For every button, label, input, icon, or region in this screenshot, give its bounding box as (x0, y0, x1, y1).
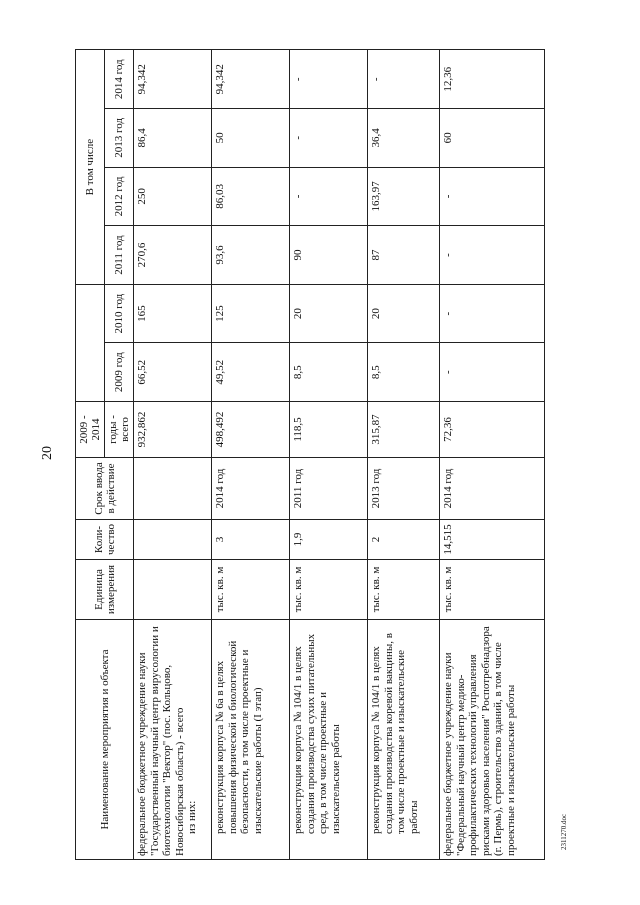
row-unit: тыс. кв. м (290, 560, 368, 620)
row-name (212, 620, 290, 860)
row-2011: - (440, 226, 545, 285)
row-name-text: федеральное бюджетное учреждение науки "Государственный научный центр вирусологии и биотехнологии "Вектор" (пос. Кольцово, Новосибирская область) - всего (136, 626, 186, 856)
header-name: Наименование мероприятия и объекта (76, 620, 134, 860)
row-total: 932,862 (134, 402, 212, 458)
row-term (134, 458, 212, 520)
row-quantity: 2 (368, 520, 440, 560)
table-row (290, 50, 368, 860)
row-name (440, 620, 545, 860)
row-2010: - (440, 284, 545, 343)
row-2009: 66,52 (134, 343, 212, 402)
row-name (368, 620, 440, 860)
row-2014: - (290, 50, 368, 109)
row-2010: 20 (368, 284, 440, 343)
row-2010: 165 (134, 284, 212, 343)
row-2009: 8,5 (368, 343, 440, 402)
row-2011: 87 (368, 226, 440, 285)
row-2009: - (440, 343, 545, 402)
row-unit: тыс. кв. м (212, 560, 290, 620)
header-year-2009: 2009 год (105, 343, 134, 402)
row-term: 2013 год (368, 458, 440, 520)
header-term: Срок ввода в действие (76, 458, 134, 520)
row-2012: 86,03 (212, 167, 290, 226)
header-blank (76, 284, 105, 401)
document-reference: 2311270.doc (560, 813, 568, 850)
row-2013: 50 (212, 109, 290, 168)
header-year-2013: 2013 год (105, 109, 134, 168)
row-2014: 94,342 (212, 50, 290, 109)
header-total: годы - всего (105, 402, 134, 458)
row-2011: 93,6 (212, 226, 290, 285)
row-unit (134, 560, 212, 620)
row-2013: 86,4 (134, 109, 212, 168)
row-2014: - (368, 50, 440, 109)
header-total-top: 2009 - 2014 (76, 402, 105, 458)
header-year-2011: 2011 год (105, 226, 134, 285)
row-total: 315,87 (368, 402, 440, 458)
row-2010: 125 (212, 284, 290, 343)
row-name (134, 620, 212, 860)
row-2012: - (440, 167, 545, 226)
table-row (212, 50, 290, 860)
row-2014: 94,342 (134, 50, 212, 109)
row-term: 2014 год (212, 458, 290, 520)
row-2011: 270,6 (134, 226, 212, 285)
row-quantity: 3 (212, 520, 290, 560)
row-total: 118,5 (290, 402, 368, 458)
row-unit: тыс. кв. м (440, 560, 545, 620)
header-year-2012: 2012 год (105, 167, 134, 226)
row-unit: тыс. кв. м (368, 560, 440, 620)
table-row (440, 50, 545, 860)
row-name-text: реконструкция корпуса № 104/1 в целях создания производства коревой вакцины, в том числе проектные и изыскательские работы (370, 633, 420, 834)
row-2012: - (290, 167, 368, 226)
row-quantity: 14,515 (440, 520, 545, 560)
row-name (290, 620, 368, 860)
header-quantity: Коли-чество (76, 520, 134, 560)
row-2012: 250 (134, 167, 212, 226)
table-row (134, 50, 212, 860)
header-year-2010: 2010 год (105, 284, 134, 343)
header-year-2014: 2014 год (105, 50, 134, 109)
row-2010: 20 (290, 284, 368, 343)
header-unit: Единица измерения (76, 560, 134, 620)
row-total: 498,492 (212, 402, 290, 458)
row-2009: 8,5 (290, 343, 368, 402)
row-total: 72,36 (440, 402, 545, 458)
row-2013: - (290, 109, 368, 168)
row-2013: 60 (440, 109, 545, 168)
table-row (368, 50, 440, 860)
row-sub-text: из них: (186, 800, 198, 834)
row-quantity: 1,9 (290, 520, 368, 560)
row-2009: 49,52 (212, 343, 290, 402)
row-2014: 12,36 (440, 50, 545, 109)
row-name-text: федеральное бюджетное учреждение науки "Федеральный научный центр медико-профилактических технологий управления рисками здоровью населения" Роспотребнадзора (г. Пермь), строительство зданий, в том числе проектные и изыскательские работы (442, 626, 517, 856)
header-in-that-number: В том числе (76, 50, 105, 284)
row-2012: 163,97 (368, 167, 440, 226)
investment-table (75, 49, 545, 860)
row-term: 2011 год (290, 458, 368, 520)
row-quantity (134, 520, 212, 560)
row-name-text: реконструкция корпуса № 6а в целях повышения физической и биологической безопасности, в том числе проектные и изыскательские работы (I этап) (214, 640, 264, 834)
page-number: 20 (40, 446, 55, 460)
row-name-text: реконструкция корпуса № 104/1 в целях создания производства сухих питательных сред, в том числе проектные и изыскательские работы (292, 633, 342, 834)
row-2011: 90 (290, 226, 368, 285)
rotated-table-container (75, 50, 525, 860)
row-term: 2014 год (440, 458, 545, 520)
row-2013: 36,4 (368, 109, 440, 168)
